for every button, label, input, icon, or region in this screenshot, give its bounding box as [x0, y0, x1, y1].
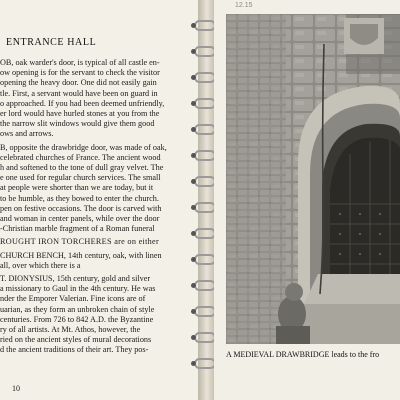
binding-hole — [191, 257, 196, 262]
text-line: ows and arrows. — [0, 129, 54, 139]
section-heading: ENTRANCE HALL — [6, 37, 97, 48]
pencil-annotation: 12.15 — [235, 2, 253, 9]
text-line: h and softened to the tone of dull gray velvet. The — [0, 163, 164, 173]
drawbridge-photo — [226, 14, 400, 344]
binding-ring — [194, 306, 216, 317]
text-line: the narrow slit windows would give them good — [0, 119, 155, 129]
binding-ring — [194, 228, 216, 239]
text-line: celebrated churches of France. The ancient wood — [0, 152, 161, 162]
paragraph-warder-door — [0, 58, 195, 140]
binding-ring — [194, 332, 216, 343]
binding-ring — [194, 176, 216, 187]
binding-hole — [191, 231, 196, 236]
body-text — [0, 58, 195, 359]
text-line: CHURCH BENCH, 14th century, oak, with linen — [0, 250, 162, 260]
binding-hole — [191, 283, 196, 288]
binding-hole — [191, 23, 196, 28]
binding-ring — [194, 280, 216, 291]
binding-hole — [191, 49, 196, 54]
text-line: all, over which there is a — [0, 260, 81, 270]
text-line: a missionary to Gaul in the 4th century. He was — [0, 284, 156, 294]
binding-hole — [191, 361, 196, 366]
text-line: OB, oak warder's door, is typical of all castle en- — [0, 58, 160, 67]
text-line: B, opposite the drawbridge door, was made of oak, — [0, 142, 167, 152]
binding-ring — [194, 358, 216, 369]
text-line: e one used for regular church services. The small — [0, 173, 161, 183]
binding-hole — [191, 205, 196, 210]
text-line: ry of all artists. At Mt. Athos, however, the — [0, 325, 141, 335]
text-line: ow opening is for the servant to check the visitor — [0, 68, 160, 78]
left-page — [0, 0, 198, 400]
text-line: er lord would have hurled stones at you from the — [0, 109, 160, 119]
paragraph-torcheres — [0, 237, 195, 247]
text-line: pen on festive occasions. The door is carved with — [0, 203, 162, 213]
binding-ring — [194, 254, 216, 265]
text-line: nder the Emporer Valerian. Fine icons are of — [0, 294, 146, 304]
castle-doorway-image — [226, 14, 400, 344]
text-line: and woman in center panels, while over the door — [0, 214, 160, 224]
text-line: T. DIONYSIUS, 15th century, gold and silver — [0, 274, 151, 284]
text-line: centuries. From 726 to 842 A.D. the Byzantine — [0, 314, 154, 324]
binding-hole — [191, 153, 196, 158]
binding-hole — [191, 127, 196, 132]
binding-ring — [194, 46, 216, 57]
binding-ring — [194, 124, 216, 135]
text-line: tle. First, a servant would have been on guard in — [0, 88, 158, 98]
binding-hole — [191, 75, 196, 80]
binding-hole — [191, 179, 196, 184]
text-line: d the ancient traditions of their art. They pos- — [0, 345, 149, 355]
text-line: ried on the ancient styles of mural decorations — [0, 335, 152, 345]
photo-caption: A MEDIEVAL DRAWBRIDGE leads to the fro — [226, 350, 380, 359]
text-line: -Christian marble fragment of a Roman funeral — [0, 224, 155, 234]
text-line: opening the heavy door. One did not easily gain — [0, 78, 157, 88]
paragraph-drawbridge-door — [0, 143, 195, 235]
paragraph-st-dionysius — [0, 274, 195, 356]
text-line: at people were shorter than we are today, but it — [0, 183, 154, 193]
text-line: ROUGHT IRON TORCHERES are on either — [0, 237, 160, 247]
binding-hole — [191, 101, 196, 106]
paragraph-church-bench — [0, 251, 195, 271]
binding-ring — [194, 150, 216, 161]
page-number: 10 — [12, 384, 20, 393]
text-line: to be humble, as they bowed to enter the church. — [0, 193, 159, 203]
binding-hole — [191, 309, 196, 314]
binding-ring — [194, 72, 216, 83]
text-line: o approached. If you had been deemed unfriendly, — [0, 98, 165, 108]
binding-ring — [194, 20, 216, 31]
binding-ring — [194, 202, 216, 213]
binding-ring — [194, 98, 216, 109]
text-line: uarian, as they form an unbroken chain of style — [0, 304, 155, 314]
binding-hole — [191, 335, 196, 340]
